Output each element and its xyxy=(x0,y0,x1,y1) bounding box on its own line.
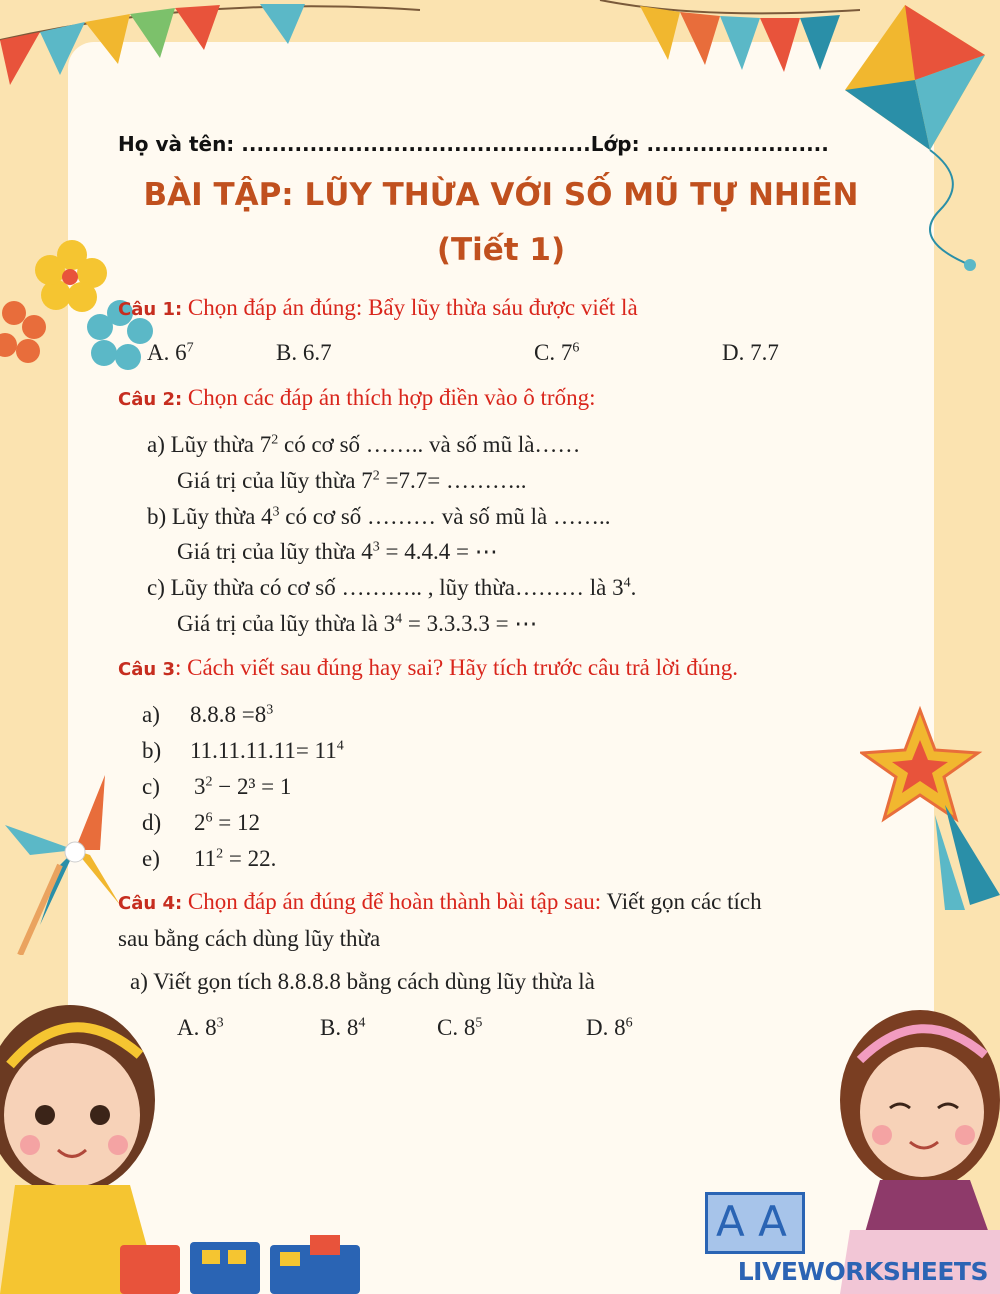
q2-item-a-line2[interactable]: Giá trị của lũy thừa $7^2 =7.7=$ ……….. xyxy=(177,468,527,493)
bunting-decoration xyxy=(0,0,860,110)
liveworksheets-logo[interactable]: LIVEWORKSHEETS xyxy=(737,1257,988,1286)
student-name-field[interactable]: Họ và tên: ..............................................Lớp: ........................ xyxy=(118,132,829,156)
question-1: Câu 1: Chọn đáp án đúng: Bẩy lũy thừa sáu được viết là xyxy=(118,295,638,320)
q3-item-a[interactable]: a) $8.8.8 =8^3$ xyxy=(142,702,274,727)
q4-sub-a: a) Viết gọn tích 8.8.8.8 bằng cách dùng lũy thừa là xyxy=(130,969,595,994)
q3-item-e[interactable]: e) $11^2 = 22$. xyxy=(142,846,277,871)
worksheet-subtitle: (Tiết 1) xyxy=(436,232,566,268)
q1-option-b[interactable]: B. 6.7 xyxy=(276,340,332,365)
q2-item-a-line1[interactable]: a) Lũy thừa $7^2$ có cơ số …….. và số mũ là…… xyxy=(147,432,581,457)
blocks-letters: A A xyxy=(716,1197,787,1246)
worksheet-title: BÀI TẬP: LŨY THỪA VỚI SỐ MŨ TỰ NHIÊN xyxy=(143,177,859,213)
q2-item-b-line1[interactable]: b) Lũy thừa $4^3$ có cơ số ……… và số mũ là …….. xyxy=(147,504,611,529)
question-2: Câu 2: Chọn các đáp án thích hợp điền vào ô trống: xyxy=(118,385,596,410)
q4-option-b[interactable]: B. $8^4$ xyxy=(320,1015,366,1040)
q4-option-c[interactable]: C. $8^5$ xyxy=(437,1015,483,1040)
question-3: Câu 3: Cách viết sau đúng hay sai? Hãy tích trước câu trả lời đúng. xyxy=(118,655,739,680)
q3-item-d[interactable]: d) $2^6 = 12$ xyxy=(142,810,260,835)
question-4-line2: sau bằng cách dùng lũy thừa xyxy=(118,926,381,951)
star-kite-decoration xyxy=(860,705,1000,915)
q3-item-c[interactable]: c) $3^2 - 2^3 = 1$ xyxy=(142,774,292,799)
q2-item-c-line1[interactable]: c) Lũy thừa có cơ số ……….. , lũy thừa……… là $3^4$. xyxy=(147,575,637,600)
q1-option-a[interactable]: A. $6^7$ xyxy=(147,340,194,365)
q3-item-b[interactable]: b) $11.11.11.11= 11^4$ xyxy=(142,738,344,763)
q4-option-a[interactable]: A. $8^3$ xyxy=(177,1015,224,1040)
q1-option-d[interactable]: D. 7.7 xyxy=(722,340,779,365)
question-4: Câu 4: Chọn đáp án đúng để hoàn thành bài tập sau: Viết gọn các tích xyxy=(118,889,762,914)
q1-option-c[interactable]: C. $7^6$ xyxy=(534,340,580,365)
q4-option-d[interactable]: D. $8^6$ xyxy=(586,1015,633,1040)
toy-train-illustration xyxy=(110,1230,380,1294)
girl-right-illustration xyxy=(810,990,1000,1294)
alphabet-blocks xyxy=(705,1192,805,1254)
pinwheel-decoration xyxy=(0,755,130,955)
q2-item-c-line2[interactable]: Giá trị của lũy thừa là $3^4 = 3.3.3.3$ = ⋯ xyxy=(177,611,538,636)
q2-item-b-line2[interactable]: Giá trị của lũy thừa $4^3 = 4.4.4$ = ⋯ xyxy=(177,539,498,564)
